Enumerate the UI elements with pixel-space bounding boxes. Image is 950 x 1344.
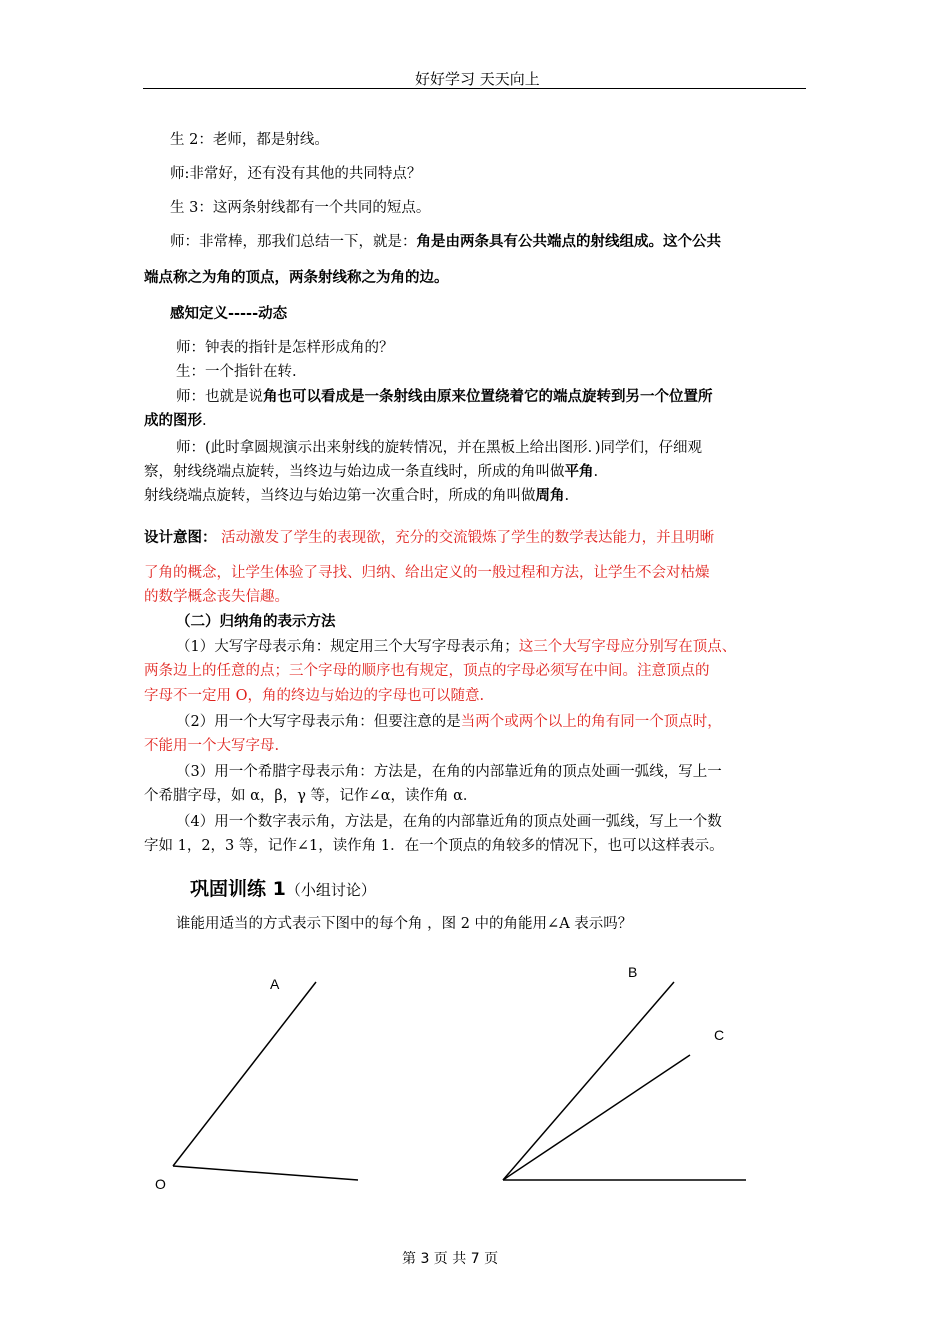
dynamic-definition-bold-1: 角也可以看成是一条射线由原来位置绕着它的端点旋转到另一个位置所: [263, 389, 713, 405]
term-full-angle: 周角: [535, 488, 565, 504]
angle-definition-bold-1: 角是由两条具有公共端点的射线组成。这个公共: [416, 234, 721, 250]
dialogue-line-5: 师：钟表的指针是怎样形成角的？: [176, 340, 394, 356]
figure-1-ray-base: [173, 1166, 358, 1180]
method-1-line-2: 两条边上的任意的点；三个字母的顺序也有规定，顶点的字母必须写在中间。注意顶点的: [144, 663, 710, 679]
method-2-line-2: 不能用一个大写字母.: [144, 738, 280, 754]
section-two-heading: （二）归纳角的表示方法: [176, 614, 336, 630]
method-1-line-3: 字母不一定用 O，角的终边与始边的字母也可以随意.: [144, 688, 485, 704]
dialogue-line-2: 师:非常好，还有没有其他的共同特点？: [170, 166, 422, 182]
dynamic-tail: .: [202, 413, 207, 429]
dialogue-line-1: 生 2：老师，都是射线。: [170, 132, 329, 148]
figure-2-label-c: C: [714, 1027, 725, 1043]
dialogue-line-6: 生：一个指针在转.: [176, 364, 297, 380]
term-straight-angle: 平角: [564, 464, 594, 480]
demo-line-3-text: 射线绕端点旋转，当终边与始边第一次重合时，所成的角叫做: [144, 488, 536, 504]
method-1-text: （1）大写字母表示角：规定用三个大写字母表示角；: [176, 639, 519, 655]
figure-1-angle: [173, 982, 358, 1180]
method-1-red-1: 这三个大写字母应分别写在顶点、: [518, 639, 737, 655]
demo-line-2-period: .: [593, 464, 599, 480]
dialogue-line-3: 生 3：这两条射线都有一个共同的短点。: [170, 200, 431, 216]
training-title: 巩固训练 1: [190, 878, 286, 900]
design-intent-text-1: 活动激发了学生的表现欲，充分的交流锻炼了学生的数学表达能力，并且明晰: [221, 530, 715, 546]
method-4-line-1: （4）用一个数字表示角，方法是，在角的内部靠近角的顶点处画一弧线，写上一个数: [176, 814, 722, 830]
method-2-red-1: 当两个或两个以上的角有同一个顶点时，: [460, 714, 722, 730]
figure-2-ray-c: [503, 1055, 690, 1180]
design-intent-line-3: 的数学概念丧失信趣。: [144, 589, 289, 605]
method-3-line-1: （3）用一个希腊字母表示角：方法是，在角的内部靠近角的顶点处画一弧线，写上一: [176, 764, 722, 780]
figure-1-label-a: A: [270, 976, 280, 992]
training-note: （小组讨论）: [285, 881, 376, 899]
page-header-title: 好好学习 天天向上: [415, 70, 540, 88]
page-footer: 第 3 页 共 7 页: [402, 1251, 499, 1267]
design-intent-line-2: 了角的概念，让学生体验了寻找、归纳、给出定义的一般过程和方法，让学生不会对枯燥: [144, 565, 710, 581]
angle-definition-bold-2: 端点称之为角的顶点，两条射线称之为角的边。: [144, 270, 449, 286]
question-text: 谁能用适当的方式表示下图中的每个角 ，图 2 中的角能用∠A 表示吗？: [176, 916, 633, 932]
demo-line-2-text: 察，射线绕端点旋转，当终边与始边成一条直线时，所成的角叫做: [144, 464, 565, 480]
figure-1-ray-oa: [173, 982, 316, 1166]
dynamic-lead: 师：也就是说: [176, 389, 263, 405]
section-perceive-definition: 感知定义-----动态: [170, 306, 288, 322]
method-3-line-2: 个希腊字母，如 α，β，γ 等，记作∠α，读作角 α．: [144, 788, 478, 804]
figure-2-ray-b: [503, 982, 674, 1180]
demo-line-1: 师：(此时拿圆规演示出来射线的旋转情况，并在黑板上给出图形．)同学们，仔细观: [176, 440, 703, 456]
demo-line-3-period: .: [564, 488, 570, 504]
figure-1-label-o: O: [155, 1176, 166, 1192]
summary-lead: 师：非常棒，那我们总结一下，就是：: [170, 234, 417, 250]
dynamic-definition-bold-2: 成的图形: [144, 413, 202, 429]
figure-2-label-b: B: [628, 964, 638, 980]
figure-2-angles: [503, 982, 746, 1180]
method-4-line-2: 字如 1，2，3 等，记作∠1，读作角 1．在一个顶点的角较多的情况下，也可以这样表示。: [144, 838, 724, 854]
design-intent-label: 设计意图：: [144, 530, 217, 546]
method-2-text: （2）用一个大写字母表示角：但要注意的是: [176, 714, 461, 730]
